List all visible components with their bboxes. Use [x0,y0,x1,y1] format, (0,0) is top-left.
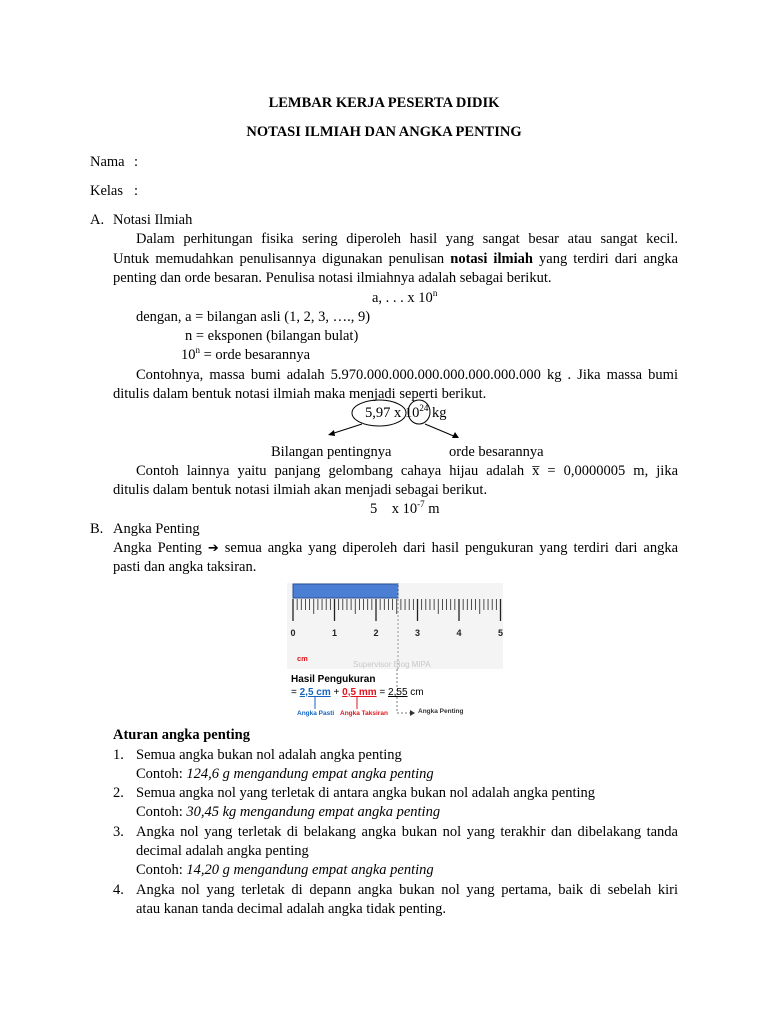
section-a-marker: A. [90,212,105,228]
rule-3-number: 3. [113,824,124,840]
angka-pasti-value: 2,5 cm [299,687,331,698]
rule-2-text: Semua angka nol yang terletak di antara angka bukan nol adalah angka penting [136,785,596,801]
ruler-tick-label: 5 [497,628,503,638]
ruler-figure [287,583,503,723]
ruler-tick-label: 0 [290,628,296,638]
rule-2-example: Contoh: 30,45 kg mengandung empat angka penting [136,804,441,820]
formula: a, . . . x 10$^n$ [372,288,438,306]
penting-arrow-head [410,710,415,716]
rules-heading: Aturan angka penting [113,727,250,743]
ruler-tick-label: 2 [373,628,379,638]
example-1-notation: 5,97 x $10^{24}$ kg [365,403,447,421]
ruler-unit: cm [297,654,308,663]
section-a-heading: Notasi Ilmiah [113,212,193,228]
label-orde-besaran: orde besarannya [449,444,544,460]
arrow-right-head [452,432,459,438]
measured-bar [293,584,398,598]
arrow-right-line [425,424,456,437]
ruler-tick-label: 4 [456,628,462,638]
kelas-label: Kelas [90,183,124,199]
result-title: Hasil Pengukuran [291,674,376,685]
example-2-notation: 5 x $10^{-7}$ m [370,499,440,517]
rule-1-number: 1. [113,747,124,763]
nama-colon: : [134,154,139,170]
paragraph-a-line-1: Dalam perhitungan fisika sering diperoleh hasil yang sangat besar atau sangat kecil. [136,231,678,247]
arrow-right-icon: ➔ [207,541,219,556]
ruler-svg [287,583,503,723]
rule-2-number: 2. [113,785,124,801]
page-title: LEMBAR KERJA PESERTA DIDIK [268,95,500,111]
section-b-heading: Angka Penting [113,521,200,537]
section-b-definition: Angka Penting ➔ semua angka yang diperoleh dari hasil pengukuran yang terdiri dari angka [113,540,679,556]
rule-3-text: Angka nol yang terletak di belakang angka bukan nol yang terakhir dan dibelakang tanda [136,824,678,840]
section-b-marker: B. [90,521,104,537]
example-2-line-2: ditulis dalam bentuk notasi ilmiah akan menjadi sebagai berikut. [113,482,488,498]
rule-4-text-2: atau kanan tanda decimal adalah angka tidak penting. [136,901,447,917]
angka-taksiran-value: 0,5 mm [342,687,377,698]
notasi-ilmiah-bold: notasi ilmiah [450,251,533,267]
example-2-line-1: Contoh lainnya yaitu panjang gelombang cahaya hijau adalah x̅ = 0,0000005 m, jika [136,463,678,479]
rule-1-example: Contoh: 124,6 g mengandung empat angka penting [136,766,434,782]
section-b-definition-2: pasti dan angka taksiran. [113,559,257,575]
paragraph-a-line-3: penting dan orde besaran. Penulisa notasi ilmiahnya adalah sebagai berikut. [113,270,552,286]
page-subtitle: NOTASI ILMIAH DAN ANGKA PENTING [246,124,522,140]
result-equation: = 2,5 cm + 0,5 mm = 2,55 cm [291,687,424,698]
ruler-watermark: Supervisor Blog MIPA [353,660,431,669]
arrow-left-line [331,424,362,434]
rule-1-text: Semua angka bukan nol adalah angka penting [136,747,402,763]
nama-label: Nama [90,154,125,170]
example-1-line-2: ditulis dalam bentuk notasi ilmiah maka menjadi seperti berikut. [113,386,487,402]
label-angka-penting: Angka Penting [418,708,464,715]
ruler-tick-label: 1 [331,628,338,638]
arrow-left-head [328,430,335,436]
definition-a: dengan, a = bilangan asli (1, 2, 3, …., 9) [136,309,371,325]
label-angka-taksiran: Angka Taksiran [340,710,388,717]
example-1-line-1: Contohnya, massa bumi adalah 5.970.000.000.000.000.000.000.000 kg . Jika massa bumi [136,367,678,383]
rule-3-text-2: decimal adalah angka penting [136,843,309,859]
kelas-colon: : [134,183,139,199]
definition-n: n = eksponen (bilangan bulat) [185,328,359,344]
paragraph-a-line-2: Untuk memudahkan penulisannya digunakan penulisan notasi ilmiah yang terdiri dari angka [113,251,679,267]
label-angka-pasti: Angka Pasti [297,710,335,717]
angka-penting-value: 2,55 [388,687,408,698]
lambda-symbol: x̅ [532,463,540,479]
ruler-tick-label: 3 [414,628,421,638]
definition-order: $10^n$ = orde besarannya [181,345,311,363]
rule-4-text: Angka nol yang terletak di depann angka bukan nol yang pertama, baik di sebelah kiri [136,882,678,898]
rule-4-number: 4. [113,882,124,898]
label-bilangan-penting: Bilangan pentingnya [271,444,392,460]
rule-3-example: Contoh: 14,20 g mengandung empat angka penting [136,862,434,878]
